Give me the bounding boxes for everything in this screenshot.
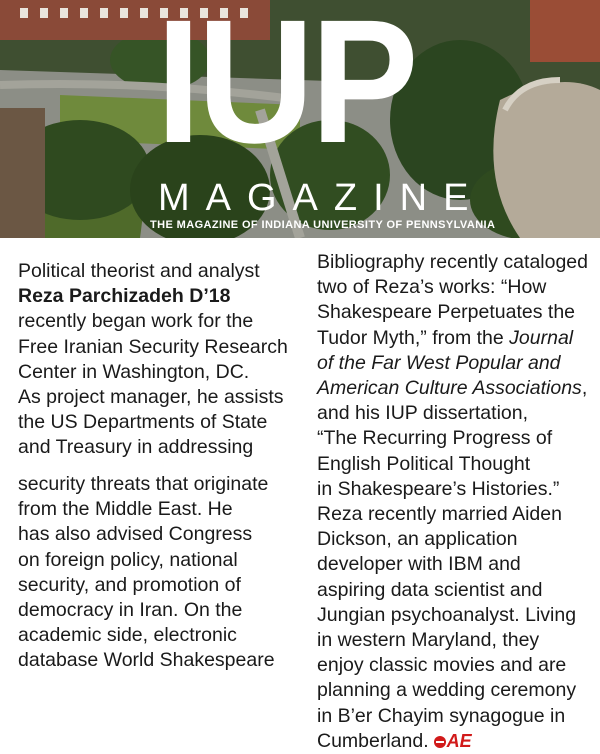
person-name: Reza Parchizadeh D’18 (18, 285, 231, 308)
article-line: Free Iranian Security Research (18, 335, 288, 358)
article-line: Reza recently married Aiden (317, 503, 562, 526)
article-line-last (317, 729, 597, 754)
article-column-left-bottom (18, 472, 303, 674)
article-line: recently began work for the (18, 310, 254, 333)
article-line: Jungian psychoanalyst. Living (317, 603, 577, 626)
article-line: democracy in Iran. On the (18, 599, 243, 622)
magazine-wordmark: MAGAZINE (158, 177, 485, 219)
article-line: and his IUP dissertation, (317, 402, 529, 425)
article-line (317, 376, 597, 401)
article-text: Tudor Myth,” from the (317, 326, 510, 349)
article-line: “The Recurring Progress of (317, 427, 553, 450)
article-line: and Treasury in addressing (18, 436, 254, 459)
article-line: in Shakespeare’s Histories.” (317, 477, 560, 500)
article-line: the US Departments of State (18, 411, 268, 434)
article-line: planning a wedding ceremony (317, 679, 577, 702)
article-line: database World Shakespeare (18, 649, 275, 672)
article-line: academic side, electronic (18, 624, 237, 647)
article-line: Center in Washington, DC. (18, 360, 250, 383)
article-line: from the Middle East. He (18, 498, 233, 521)
article-line: Political theorist and analyst (18, 260, 260, 282)
journal-title: Journal (509, 326, 574, 349)
article-line: Bibliography recently cataloged (317, 251, 589, 273)
end-mark-text: AE (446, 731, 472, 752)
article-line: developer with IBM and (317, 553, 521, 576)
article-column-right (317, 250, 597, 754)
article-line: in B’er Chayim synagogue in (317, 704, 566, 727)
article-line: aspiring data scientist and (317, 578, 543, 601)
end-mark (433, 729, 472, 754)
magazine-tagline: THE MAGAZINE OF INDIANA UNIVERSITY OF PENNSYLVANIA (150, 219, 496, 231)
article-line: security threats that originate (18, 473, 269, 495)
journal-title-line: of the Far West Popular and (317, 351, 561, 374)
article-line: enjoy classic movies and are (317, 654, 567, 677)
article-column-left-top (18, 259, 303, 461)
article-text: , (581, 377, 588, 400)
article-line: English Political Thought (317, 452, 531, 475)
article-line: As project manager, he assists (18, 386, 284, 409)
article-line (317, 326, 597, 351)
article-text: Cumberland. (317, 729, 429, 752)
masthead (0, 0, 600, 238)
article-line: in western Maryland, they (317, 629, 540, 652)
journal-title: American Culture Associations (317, 377, 582, 400)
article-line: Shakespeare Perpetuates the (317, 301, 576, 324)
article-line: security, and promotion of (18, 573, 241, 596)
end-mark-icon (433, 735, 447, 749)
header-photo (0, 0, 600, 238)
article-line: on foreign policy, national (18, 548, 238, 571)
article-line: two of Reza’s works: “How (317, 276, 547, 299)
article-line: Dickson, an application (317, 528, 518, 551)
magazine-logo: IUP (156, 0, 415, 180)
article-line: has also advised Congress (18, 523, 253, 546)
